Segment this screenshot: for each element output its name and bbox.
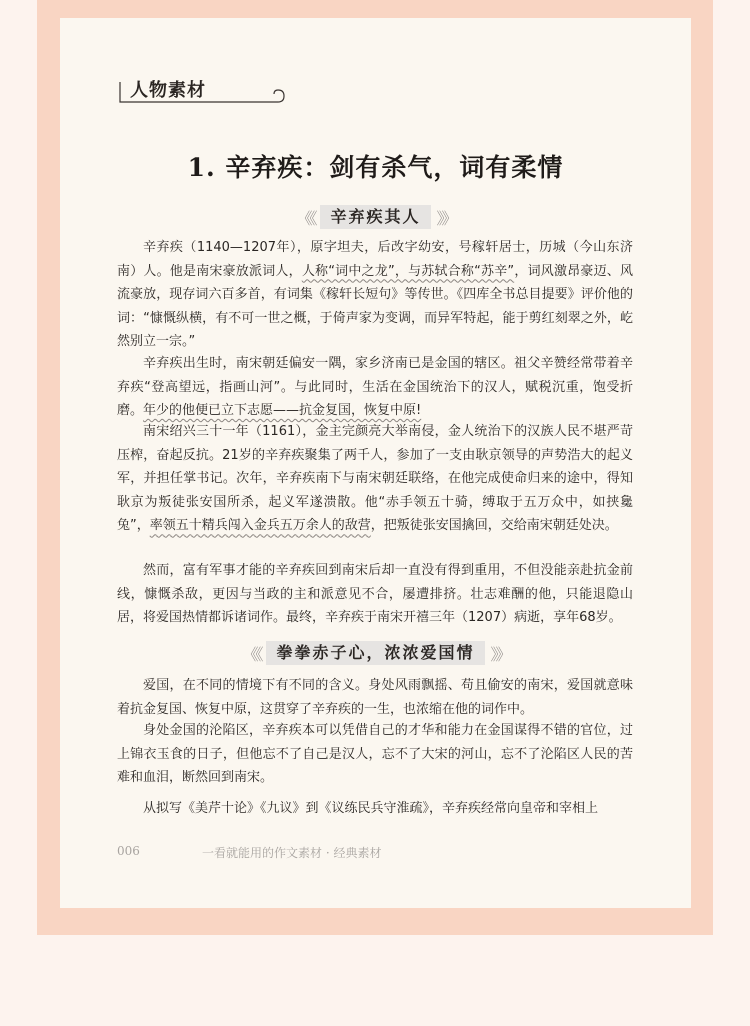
section-tag xyxy=(116,74,286,106)
heading-patriotism xyxy=(60,640,691,666)
paragraph-7: 从拟写《美芹十论》《九议》到《议练民兵守淮疏》，辛弃疾经常向皇帝和宰相上 xyxy=(143,801,599,816)
paragraph-2: 辛弃疾出生时，南宋朝廷偏安一隅，家乡济南已是金国的辖区。祖父辛赞经常带着辛弃疾“登高望远，指画山河”。与此同时，生活在金国统治下的汉人，赋税沉重，饱受折磨。年少的他便已立下志愿——抗金复国，恢复中原! xyxy=(117,356,633,419)
heading-bio xyxy=(60,204,691,230)
heading-bio-label: 辛弃疾其人 xyxy=(320,205,430,229)
page-number: 006 xyxy=(117,844,140,858)
underlined-phrase: 人称“词中之龙”，与苏轼合称“苏辛” xyxy=(301,263,515,279)
article-title: 1. 辛弃疾：剑有杀气，词有柔情 xyxy=(187,153,564,182)
book-page xyxy=(60,18,691,908)
section-tag-label: 人物素材 xyxy=(130,80,206,101)
paragraph-5: 爱国，在不同的情境下有不同的含义。身处风雨飘摇、苟且偷安的南宋，爱国就意味着抗金复国、恢复中原，这贯穿了辛弃疾的一生，也浓缩在他的词作中。 xyxy=(117,678,633,717)
underlined-phrase: 率领五十精兵闯入金兵五万余人的敌营 xyxy=(149,518,371,534)
paragraph-1: 辛弃疾（1140—1207年），原字坦夫，后改字幼安，号稼轩居士，历城（今山东济南）人。他是南宋豪放派词人，人称“词中之龙”，与苏轼合称“苏辛”，词风激昂豪迈、风流豪放，现存词六百多首，有词集《稼轩长短句》等传世。《四库全书总目提要》评价他的词：“慷慨纵横，有不可一世之概，于倚声家为变调，而异军特起，能于剪红刻翠之外，屹然别立一宗。” xyxy=(117,240,633,350)
chevron-right-icon: 》》 xyxy=(436,208,455,228)
heading-patriotism-label: 拳拳赤子心，浓浓爱国情 xyxy=(266,641,484,665)
chevron-right-icon: 》》 xyxy=(490,644,509,664)
paragraph-3: 南宋绍兴三十一年（1161），金主完颜亮大举南侵，金人统治下的汉族人民不堪严苛压榨，奋起反抗。21岁的辛弃疾聚集了两千人，参加了一支由耿京领导的声势浩大的起义军，并担任掌书记。次年，辛弃疾南下与南宋朝廷联络，在他完成使命归来的途中，得知耿京为叛徒张安国所杀，起义军遂溃散。他“赤手领五十骑，缚取于五万众中，如挟毚兔”，率领五十精兵闯入金兵五万余人的敌营，把叛徒张安国擒回，交给南宋朝廷处决。 xyxy=(117,424,633,534)
footer-book-title: 一看就能用的作文素材 · 经典素材 xyxy=(202,846,382,860)
chevron-left-icon: 《《 xyxy=(242,644,261,664)
underlined-phrase: 年少的他便已立下志愿——抗金复国，恢复中原! xyxy=(143,403,422,419)
chevron-left-icon: 《《 xyxy=(296,208,315,228)
paragraph-6: 身处金国的沦陷区，辛弃疾本可以凭借自己的才华和能力在金国谋得不错的官位，过上锦衣玉食的日子，但他忘不了自己是汉人，忘不了大宋的河山，忘不了沦陷区人民的苦难和血泪，断然回到南宋。 xyxy=(117,723,633,786)
paragraph-4: 然而，富有军事才能的辛弃疾回到南宋后却一直没有得到重用，不但没能亲赴抗金前线，慷慨杀敌，更因与当政的主和派意见不合，屡遭排挤。壮志难酬的他，只能退隐山居，将爱国热情都诉诸词作。最终，辛弃疾于南宋开禧三年（1207）病逝，享年68岁。 xyxy=(117,563,633,626)
